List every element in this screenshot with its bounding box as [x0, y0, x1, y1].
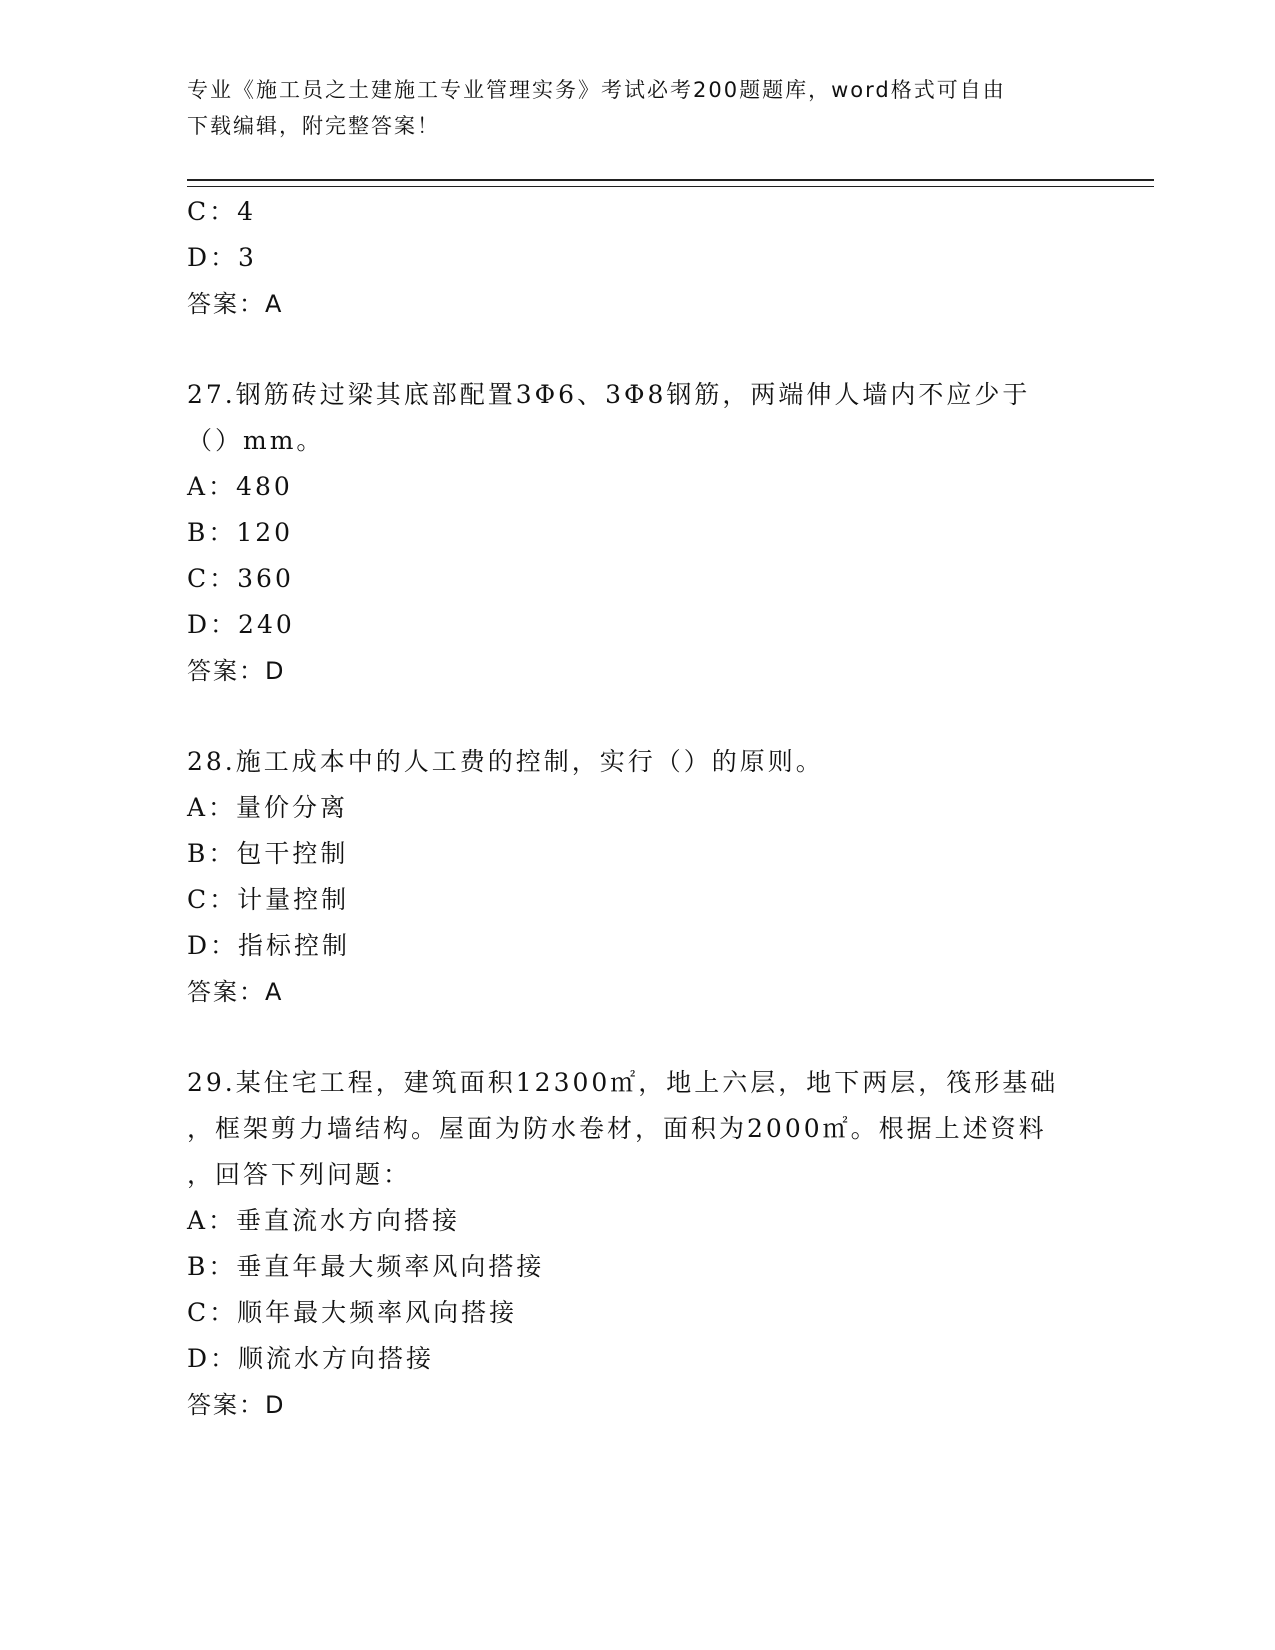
question-29: [187, 1060, 1087, 1428]
question-28: [187, 739, 1087, 1015]
spacer: [187, 1015, 1087, 1060]
option-b: B：120: [187, 518, 294, 547]
question-stem: （）mm。: [187, 426, 325, 455]
option-c: C：360: [187, 564, 294, 593]
prev-question-tail: [187, 189, 1087, 327]
option-b: B：包干控制: [187, 839, 349, 868]
question-stem: ，框架剪力墙结构。屋面为防水卷材，面积为2000㎡。根据上述资料: [187, 1114, 1047, 1143]
document-header: [187, 72, 1087, 144]
question-27: [187, 372, 1087, 694]
answer-line: 答案：D: [187, 657, 286, 685]
header-line-2: 下载编辑，附完整答案！: [187, 114, 440, 138]
question-list: [187, 189, 1087, 1428]
question-stem: 29.某住宅工程，建筑面积12300㎡，地上六层，地下两层，筏形基础: [187, 1068, 1059, 1097]
header-line-1: 专业《施工员之土建施工专业管理实务》考试必考200题题库，word格式可自由: [187, 78, 1006, 102]
option-c: C：4: [187, 197, 257, 226]
option-a: A：垂直流水方向搭接: [187, 1206, 461, 1235]
answer-line: 答案：D: [187, 1391, 286, 1419]
spacer: [187, 694, 1087, 739]
option-a: A：量价分离: [187, 793, 349, 822]
spacer: [187, 327, 1087, 372]
answer-line: 答案：A: [187, 978, 284, 1006]
header-divider-thin: [187, 186, 1154, 187]
question-stem: 27.钢筋砖过梁其底部配置3Φ6、3Φ8钢筋，两端伸人墙内不应少于: [187, 380, 1031, 409]
question-stem: ，回答下列问题：: [187, 1160, 412, 1189]
option-b: B：垂直年最大频率风向搭接: [187, 1252, 545, 1281]
option-a: A：480: [187, 472, 293, 501]
option-d: D：指标控制: [187, 931, 351, 960]
question-stem: 28.施工成本中的人工费的控制，实行（）的原则。: [187, 747, 824, 776]
answer-line: 答案：A: [187, 290, 284, 318]
option-d: D：240: [187, 610, 295, 639]
header-divider-thick: [187, 179, 1154, 181]
option-c: C：计量控制: [187, 885, 350, 914]
option-c: C：顺年最大频率风向搭接: [187, 1298, 518, 1327]
option-d: D：顺流水方向搭接: [187, 1344, 435, 1373]
option-d: D：3: [187, 243, 257, 272]
